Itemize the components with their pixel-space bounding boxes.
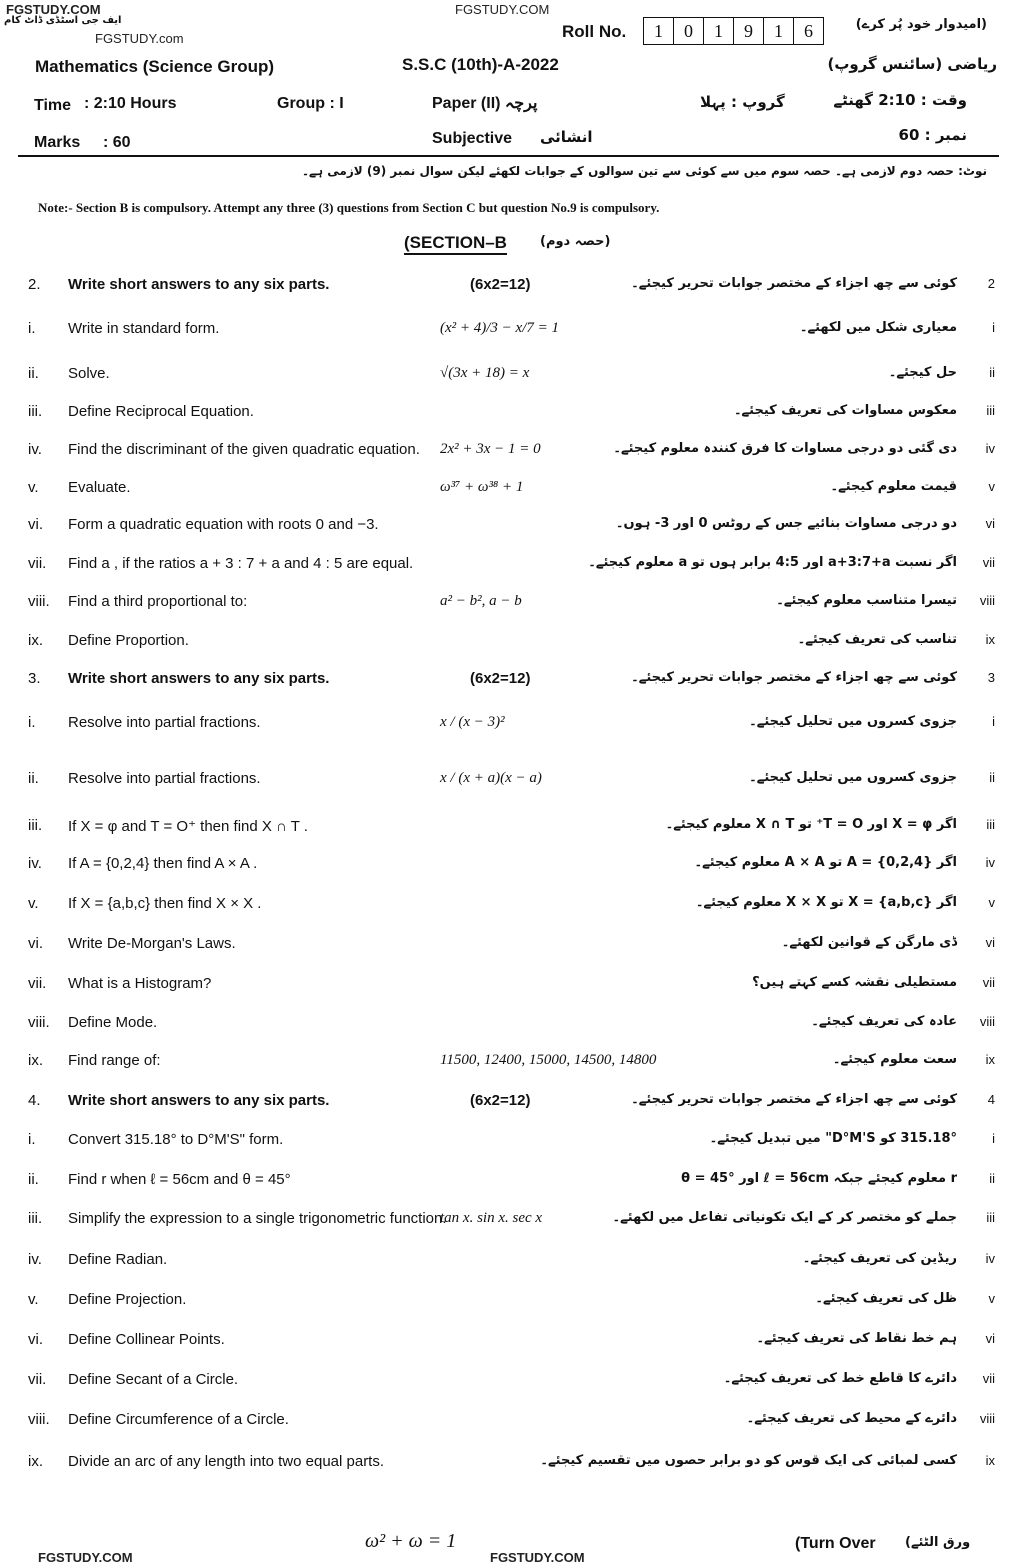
question-text-urdu: ریڈین کی تعریف کیجئے۔ xyxy=(802,1251,957,1266)
question-text-urdu: حل کیجئے۔ xyxy=(888,365,957,380)
note-urdu: نوٹ: حصہ دوم لازمی ہے۔ حصہ سوم میں سے کوئی سے تین سوالوں کے جوابات لکھئے لیکن سوال نمبر (9) لازمی ہے۔ xyxy=(301,164,987,178)
question-part xyxy=(0,441,1017,463)
question-text-urdu: اگر X = {a,b,c} تو X × X معلوم کیجئے۔ xyxy=(695,895,957,910)
question-part xyxy=(0,895,1017,917)
question-expression: 11500, 12400, 15000, 14500, 14800 xyxy=(440,1052,657,1068)
question-text: Write short answers to any six parts. xyxy=(68,670,330,687)
question-part xyxy=(0,1251,1017,1273)
question-expression: x / (x + a)(x − a) xyxy=(440,770,542,786)
question-number-urdu: ix xyxy=(985,632,995,647)
header-divider xyxy=(18,155,999,157)
question-text: Write in standard form. xyxy=(68,320,220,337)
question-number: i. xyxy=(28,1131,36,1148)
question-text: Simplify the expression to a single trigonometric function. xyxy=(68,1210,447,1227)
watermark: FGSTUDY.COM xyxy=(490,1550,585,1563)
question-part xyxy=(0,855,1017,877)
question-number: 3. xyxy=(28,670,41,687)
group-label: Group : I xyxy=(277,95,344,112)
question-header xyxy=(0,1092,1017,1114)
question-number: v. xyxy=(28,479,39,496)
question-text-urdu: قیمت معلوم کیجئے۔ xyxy=(830,479,957,494)
question-text: Write short answers to any six parts. xyxy=(68,1092,330,1109)
roll-digit-box[interactable]: 0 xyxy=(674,18,704,44)
roll-digit-box[interactable]: 6 xyxy=(804,21,813,41)
question-part xyxy=(0,479,1017,501)
time-value: : 2:10 Hours xyxy=(84,95,177,112)
subject-title: Mathematics (Science Group) xyxy=(35,57,275,76)
time-urdu: وقت : 2:10 گھنٹے xyxy=(833,91,967,109)
roll-digit-box[interactable]: 9 xyxy=(734,18,764,44)
question-number-urdu: vi xyxy=(985,935,995,950)
question-text-urdu: ہم خط نقاط کی تعریف کیجئے۔ xyxy=(756,1331,957,1346)
question-expression: √(3x + 18) = x xyxy=(440,365,530,381)
question-text-urdu: دو درجی مساوات بنائیے جس کے روٹس 0 اور 3- ہوں۔ xyxy=(615,516,957,531)
question-text-urdu: دائرے کا قاطع خط کی تعریف کیجئے۔ xyxy=(723,1371,957,1386)
watermark-urdu: ایف جی اسٹڈی ڈاٹ کام xyxy=(4,15,122,26)
question-text: Write short answers to any six parts. xyxy=(68,276,330,293)
question-number: v. xyxy=(28,895,39,912)
roll-digit-box[interactable]: 1 xyxy=(764,18,794,44)
question-number-urdu: ii xyxy=(989,365,995,380)
question-text: Find range of: xyxy=(68,1052,161,1069)
question-part xyxy=(0,1331,1017,1353)
question-number-urdu: vii xyxy=(982,975,995,990)
question-text: If A = {0,2,4} then find A × A . xyxy=(68,855,258,872)
question-text-urdu: کوئی سے چھ اجزاء کے مختصر جوابات تحریر کیجئے۔ xyxy=(631,670,957,685)
question-expression: x / (x − 3)² xyxy=(440,714,505,730)
question-expression: 2x² + 3x − 1 = 0 xyxy=(440,441,541,457)
question-number: ix. xyxy=(28,1052,43,1069)
question-number: vii. xyxy=(28,975,47,992)
question-number: viii. xyxy=(28,593,50,610)
question-part xyxy=(0,593,1017,615)
question-part xyxy=(0,1210,1017,1232)
question-expression: (6x2=12) xyxy=(470,1092,531,1109)
question-number-urdu: 4 xyxy=(987,1092,995,1107)
marks-value: : 60 xyxy=(103,134,131,151)
question-text: Find a , if the ratios a + 3 : 7 + a and 4 : 5 are equal. xyxy=(68,555,414,572)
question-text-urdu: r معلوم کیجئے جبکہ ℓ = 56cm اور θ = 45° xyxy=(681,1171,957,1186)
roll-number-boxes[interactable] xyxy=(643,17,824,45)
exam-title: S.S.C (10th)-A-2022 xyxy=(402,55,559,74)
question-number: iii. xyxy=(28,1210,43,1227)
question-number-urdu: vii xyxy=(982,555,995,570)
question-number: ii. xyxy=(28,1171,39,1188)
question-expression: (6x2=12) xyxy=(470,670,531,687)
question-number-urdu: v xyxy=(988,479,995,494)
question-text: Define Radian. xyxy=(68,1251,168,1268)
question-number: vii. xyxy=(28,1371,47,1388)
question-part xyxy=(0,1453,1017,1475)
question-part xyxy=(0,1014,1017,1036)
question-number-urdu: iii xyxy=(986,403,995,418)
question-part xyxy=(0,1131,1017,1153)
question-number: v. xyxy=(28,1291,39,1308)
section-title-urdu: (حصہ دوم) xyxy=(540,234,611,249)
question-number: i. xyxy=(28,320,36,337)
question-text: Find a third proportional to: xyxy=(68,593,248,610)
question-number-urdu: iv xyxy=(985,855,995,870)
question-text: Define Reciprocal Equation. xyxy=(68,403,254,420)
marks-urdu: نمبر : 60 xyxy=(898,126,967,144)
watermark: FGSTUDY.COM xyxy=(455,2,550,17)
question-number-urdu: 3 xyxy=(987,670,995,685)
question-text-urdu: اگر A = {0,2,4} تو A × A معلوم کیجئے۔ xyxy=(694,855,957,870)
question-number-urdu: iii xyxy=(986,1210,995,1225)
watermark: FGSTUDY.COM xyxy=(6,2,101,17)
question-text: Resolve into partial fractions. xyxy=(68,714,261,731)
question-text: Evaluate. xyxy=(68,479,131,496)
question-number: ii. xyxy=(28,770,39,787)
question-number: vi. xyxy=(28,935,43,952)
question-number: 2. xyxy=(28,276,41,293)
turn-over-label: (Turn Over xyxy=(795,1535,876,1552)
roll-digit-box[interactable]: 1 xyxy=(644,18,674,44)
question-text: What is a Histogram? xyxy=(68,975,212,992)
question-text-urdu: ڈی مارگن کے قوانین لکھئے۔ xyxy=(781,935,957,950)
question-text-urdu: معکوس مساوات کی تعریف کیجئے۔ xyxy=(733,403,957,418)
question-part xyxy=(0,770,1017,792)
question-number-urdu: iii xyxy=(986,817,995,832)
question-number-urdu: v xyxy=(988,1291,995,1306)
time-label: Time xyxy=(34,97,72,114)
question-part xyxy=(0,403,1017,425)
question-number: vii. xyxy=(28,555,47,572)
question-part xyxy=(0,714,1017,736)
question-number: 4. xyxy=(28,1092,41,1109)
roll-digit-box[interactable]: 1 xyxy=(704,18,734,44)
question-text: Define Collinear Points. xyxy=(68,1331,225,1348)
paper-label: Paper (II) پرچہ xyxy=(432,95,538,112)
question-number: i. xyxy=(28,714,36,731)
question-text-urdu: کوئی سے چھ اجزاء کے مختصر جوابات تحریر کیجئے۔ xyxy=(631,276,957,291)
watermark: FGSTUDY.COM xyxy=(38,1550,133,1563)
question-text: Define Projection. xyxy=(68,1291,187,1308)
question-part xyxy=(0,320,1017,342)
question-number: iii. xyxy=(28,817,43,834)
question-number: ix. xyxy=(28,1453,43,1470)
question-text-urdu: تناسب کی تعریف کیجئے۔ xyxy=(797,632,957,647)
subject-urdu: ریاضی (سائنس گروپ) xyxy=(827,55,997,73)
question-number-urdu: i xyxy=(992,714,995,729)
question-number-urdu: i xyxy=(992,320,995,335)
question-header xyxy=(0,670,1017,692)
question-text-urdu: اگر نسبت a+3:7+a اور 4:5 برابر ہوں تو a معلوم کیجئے۔ xyxy=(588,555,957,570)
question-expression: (x² + 4)/3 − x/7 = 1 xyxy=(440,320,560,336)
question-part xyxy=(0,555,1017,577)
question-text-urdu: معیاری شکل میں لکھئے۔ xyxy=(799,320,957,335)
question-number-urdu: 2 xyxy=(987,276,995,291)
question-number: iii. xyxy=(28,403,43,420)
question-number-urdu: vi xyxy=(985,516,995,531)
question-text-urdu: 315.18° کو D°M'S" میں تبدیل کیجئے۔ xyxy=(709,1131,957,1146)
question-text: Divide an arc of any length into two equal parts. xyxy=(68,1453,385,1470)
question-number-urdu: ix xyxy=(985,1052,995,1067)
question-part xyxy=(0,365,1017,387)
question-text-urdu: دائرے کے محیط کی تعریف کیجئے۔ xyxy=(746,1411,957,1426)
question-text: Resolve into partial fractions. xyxy=(68,770,261,787)
question-expression: ω³⁷ + ω³⁸ + 1 xyxy=(440,479,524,495)
roll-label: Roll No. xyxy=(562,22,627,41)
question-number: iv. xyxy=(28,441,42,458)
question-number: ix. xyxy=(28,632,43,649)
question-text-urdu: جزوی کسروں میں تحلیل کیجئے۔ xyxy=(749,714,957,729)
question-text: Find r when ℓ = 56cm and θ = 45° xyxy=(68,1171,291,1188)
note-english: Note:- Section B is compulsory. Attempt any three (3) questions from Section C but question No.9 is compulsory. xyxy=(38,200,660,215)
question-text: Define Mode. xyxy=(68,1014,158,1031)
question-text-urdu: اگر X = φ اور T = O⁺ تو X ∩ T معلوم کیجئے۔ xyxy=(665,817,957,832)
question-number: viii. xyxy=(28,1411,50,1428)
question-number: viii. xyxy=(28,1014,50,1031)
question-text-urdu: ظل کی تعریف کیجئے۔ xyxy=(815,1291,957,1306)
question-number: iv. xyxy=(28,1251,42,1268)
question-text: Define Circumference of a Circle. xyxy=(68,1411,289,1428)
marks-label: Marks xyxy=(34,134,81,151)
question-part xyxy=(0,632,1017,654)
question-part xyxy=(0,1411,1017,1433)
question-part xyxy=(0,1291,1017,1313)
question-part xyxy=(0,975,1017,997)
question-number-urdu: vi xyxy=(985,1331,995,1346)
question-number-urdu: viii xyxy=(979,1411,995,1426)
question-text-urdu: عادہ کی تعریف کیجئے۔ xyxy=(811,1014,957,1029)
question-expression: (6x2=12) xyxy=(470,276,531,293)
question-number-urdu: v xyxy=(988,895,995,910)
question-text: If X = φ and T = O⁺ then find X ∩ T . xyxy=(68,818,308,835)
question-number-urdu: viii xyxy=(979,1014,995,1029)
question-number: vi. xyxy=(28,516,43,533)
question-part xyxy=(0,1052,1017,1074)
question-number-urdu: ii xyxy=(989,770,995,785)
question-text: Find the discriminant of the given quadratic equation. xyxy=(68,441,420,458)
question-part xyxy=(0,935,1017,957)
subjective-urdu: انشائی xyxy=(540,128,593,146)
question-number-urdu: ii xyxy=(989,1171,995,1186)
question-part xyxy=(0,1171,1017,1193)
question-text: Define Secant of a Circle. xyxy=(68,1371,239,1388)
roll-note-urdu: (امیدوار خود پُر کرے) xyxy=(855,17,987,32)
question-number-urdu: viii xyxy=(979,593,995,608)
turn-over-urdu: ورق الٹئے) xyxy=(905,1535,971,1550)
question-text-urdu: کسی لمبائی کی ایک قوس کو دو برابر حصوں میں تقسیم کیجئے۔ xyxy=(540,1453,957,1468)
watermark: FGSTUDY.com xyxy=(95,31,184,46)
handwritten-note: ω² + ω = 1 xyxy=(365,1530,457,1552)
question-part xyxy=(0,1371,1017,1393)
question-expression: a² − b², a − b xyxy=(440,593,522,609)
question-header xyxy=(0,276,1017,298)
subjective-label: Subjective xyxy=(432,130,513,147)
question-expression: tan x. sin x. sec x xyxy=(440,1210,543,1226)
question-text: Form a quadratic equation with roots 0 and −3. xyxy=(68,516,379,533)
question-number-urdu: iv xyxy=(985,441,995,456)
question-part xyxy=(0,516,1017,538)
question-text-urdu: سعت معلوم کیجئے۔ xyxy=(832,1052,957,1067)
question-text-urdu: جزوی کسروں میں تحلیل کیجئے۔ xyxy=(749,770,957,785)
question-number-urdu: i xyxy=(992,1131,995,1146)
question-part xyxy=(0,817,1017,839)
question-text: If X = {a,b,c} then find X × X . xyxy=(68,895,262,912)
question-text: Define Proportion. xyxy=(68,632,189,649)
question-text-urdu: جملے کو مختصر کر کے ایک تکونیاتی تفاعل میں لکھئے۔ xyxy=(612,1210,957,1225)
question-text-urdu: تیسرا متناسب معلوم کیجئے۔ xyxy=(776,593,957,608)
question-text-urdu: دی گئی دو درجی مساوات کا فرق کنندہ معلوم کیجئے۔ xyxy=(613,441,957,456)
question-number-urdu: iv xyxy=(985,1251,995,1266)
question-number: vi. xyxy=(28,1331,43,1348)
question-text: Write De-Morgan's Laws. xyxy=(68,935,236,952)
question-text-urdu: کوئی سے چھ اجزاء کے مختصر جوابات تحریر کیجئے۔ xyxy=(631,1092,957,1107)
question-text: Convert 315.18° to D°M'S" form. xyxy=(68,1131,284,1148)
section-title: (SECTION–B xyxy=(404,233,507,255)
question-number-urdu: vii xyxy=(982,1371,995,1386)
group-urdu: گروپ : پہلا xyxy=(700,93,785,111)
question-text: Solve. xyxy=(68,365,110,382)
question-number: ii. xyxy=(28,365,39,382)
question-number-urdu: ix xyxy=(985,1453,995,1468)
question-number: iv. xyxy=(28,855,42,872)
question-text-urdu: مستطیلی نقشہ کسے کہتے ہیں؟ xyxy=(752,975,957,990)
